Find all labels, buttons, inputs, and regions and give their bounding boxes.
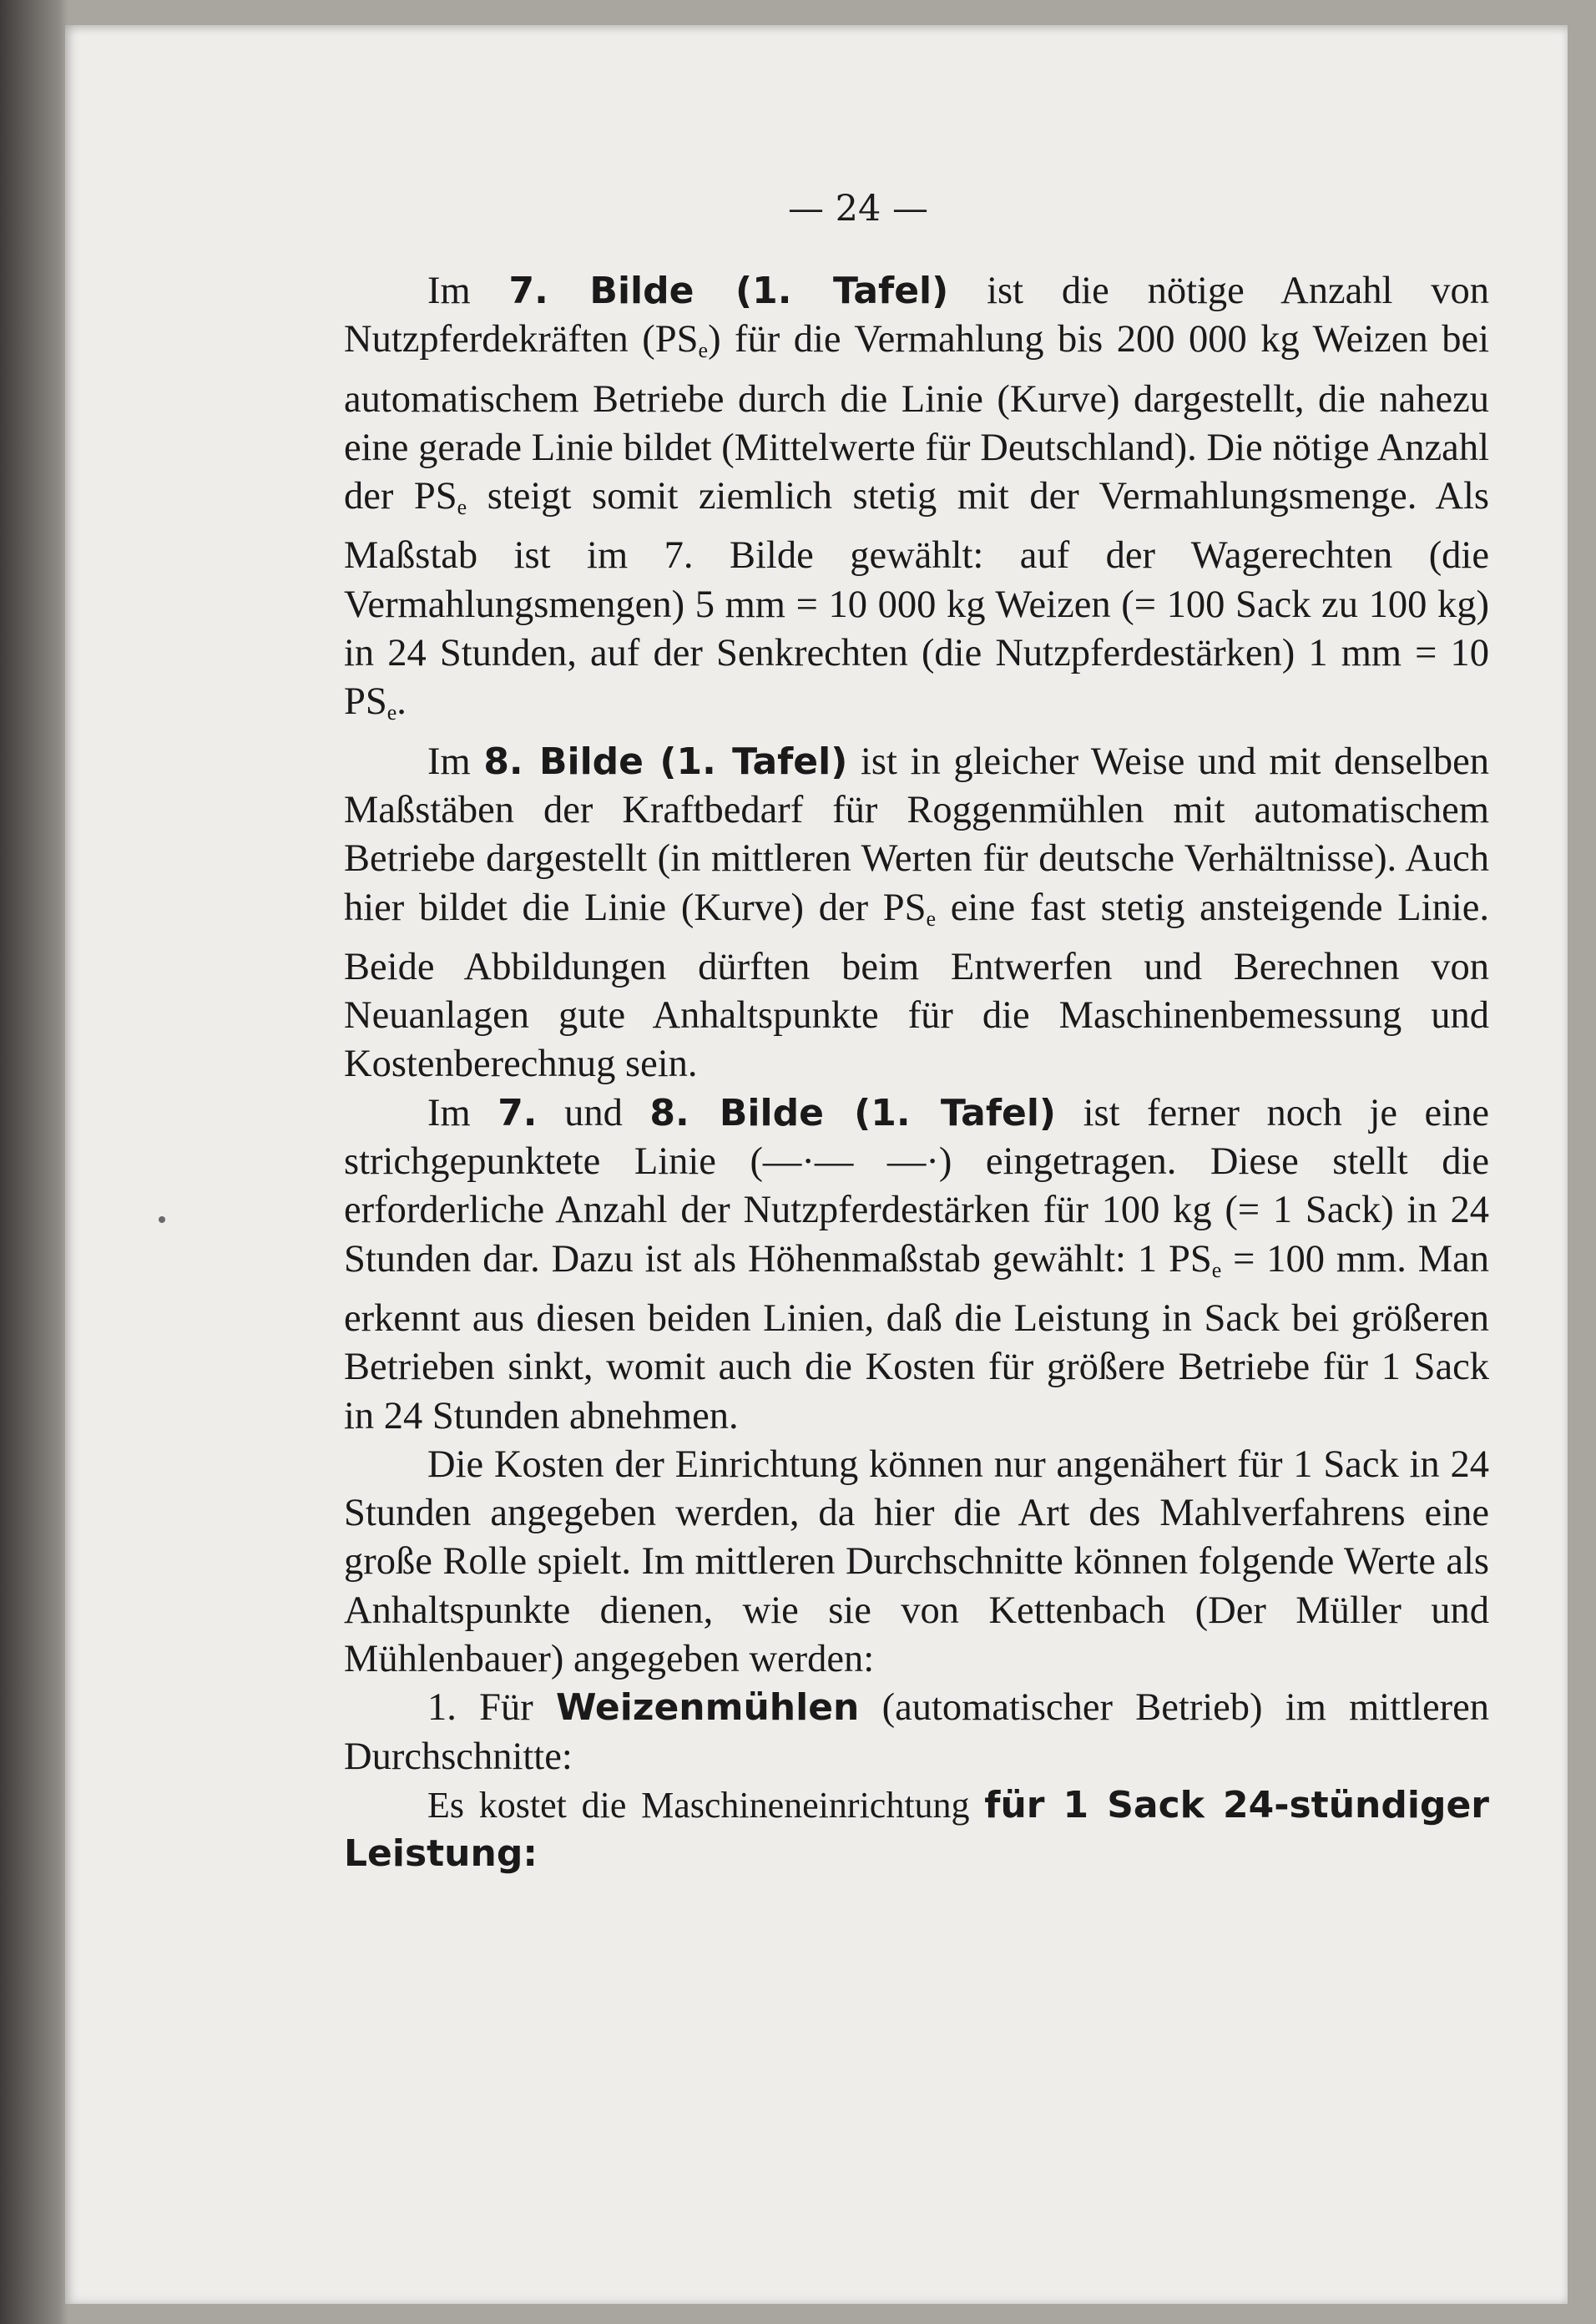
p2-subscript-1: e	[926, 906, 937, 931]
paragraph-5	[344, 1684, 1489, 1781]
p6-emphasis: für 1 Sack 24-stündiger Leistung:	[344, 1783, 1489, 1876]
p2-text-1: ist in gleicher Weise und mit denselben Maßstäben der Kraftbedarf für Roggenmühlen mit automatischem Betriebe dargestellt (in mittleren Werten für deutsche Verhältnisse). Auch hier bildet die Linie (Kurve) der PS	[344, 740, 1490, 929]
margin-speck	[159, 1216, 165, 1223]
p3-text-1: ist ferner noch je eine strichgepunktete Linie (—·— —·) eingetragen. Diese stellt die erforderliche Anzahl der Nutzpferdestärken für 100 kg (= 1 Sack) in 24 Stunden dar. Dazu ist als Höhenmaßstab gewählt: 1 PS	[344, 1091, 1489, 1281]
p3-figure-ref-7: 7.	[497, 1091, 538, 1134]
p5-heading: Weizenmühlen	[555, 1686, 860, 1730]
page-number: — 24 —	[787, 188, 929, 230]
book-page	[65, 25, 1568, 2304]
paragraph-4	[344, 1441, 1489, 1684]
p1-lead: Im	[427, 270, 471, 312]
p2-figure-ref: 8. Bilde (1. Tafel)	[483, 740, 848, 783]
p1-figure-ref: 7. Bilde (1. Tafel)	[508, 270, 949, 312]
p1-text-4: .	[396, 680, 407, 724]
body-text	[344, 267, 1489, 1879]
p3-text-2: = 100 mm. Man erkennt aus diesen beiden Linien, daß die Leistung in Sack bei größeren Betrieben sinkt, womit auch die Kosten für größere Betriebe für 1 Sack in 24 Stunden abnehmen.	[344, 1237, 1489, 1437]
paragraph-2	[344, 738, 1489, 1089]
p1-text-3: steigt somit ziemlich stetig mit der Vermahlungsmenge. Als Maßstab ist im 7. Bilde gewählt: auf der Wagerechten (die Vermahlungsmengen) 5 mm = 10 000 kg Weizen (= 100 Sack zu 100 kg) in 24 Stunden, auf der Senkrechten (die Nutzpferdestärken) 1 mm = 10 PS	[344, 475, 1489, 724]
p1-subscript-2: e	[457, 495, 467, 520]
p3-lead: Im	[427, 1091, 471, 1134]
p1-subscript-3: e	[386, 700, 397, 725]
p1-text-1: ist die nötige Anzahl von Nutzpferdekräften (PS	[344, 270, 1490, 361]
p3-figure-ref-8: 8. Bilde (1. Tafel)	[649, 1091, 1057, 1134]
paragraph-3	[344, 1089, 1489, 1441]
p3-subscript-1: e	[1211, 1257, 1222, 1282]
p5-text: (automatischer Betrieb) im mittleren Durchschnitte:	[344, 1686, 1489, 1778]
paragraph-1	[344, 267, 1489, 738]
p2-lead: Im	[427, 740, 471, 783]
p2-text-2: eine fast stetig ansteigende Linie. Beide Abbildungen dürften beim Entwerfen und Berechnen von Neuanlagen gute Anhaltspunkte für die Maschinenbemessung und Kostenberechnug sein.	[344, 886, 1490, 1086]
paragraph-6	[344, 1781, 1489, 1879]
p1-text-2: ) für die Vermahlung bis 200 000 kg Weizen bei automatischem Betriebe durch die Linie (Kurve) dargestellt, die nahezu eine gerade Linie bildet (Mittelwerte für Deutschland). Die nötige Anzahl der PS	[344, 318, 1489, 518]
p6-text: Es kostet die Maschineneinrichtung	[427, 1784, 970, 1826]
p1-subscript-1: e	[698, 338, 709, 363]
p5-lead: 1. Für	[427, 1686, 533, 1730]
p4-text: Die Kosten der Einrichtung können nur angenähert für 1 Sack in 24 Stunden angegeben werden, da hier die Art des Mahlverfahrens eine große Rolle spielt. Im mittleren Durchschnitte können folgende Werte als Anhaltspunkte dienen, wie sie von Kettenbach (Der Müller und Mühlenbauer) angegeben werden:	[344, 1442, 1489, 1681]
p3-and: und	[564, 1091, 623, 1134]
